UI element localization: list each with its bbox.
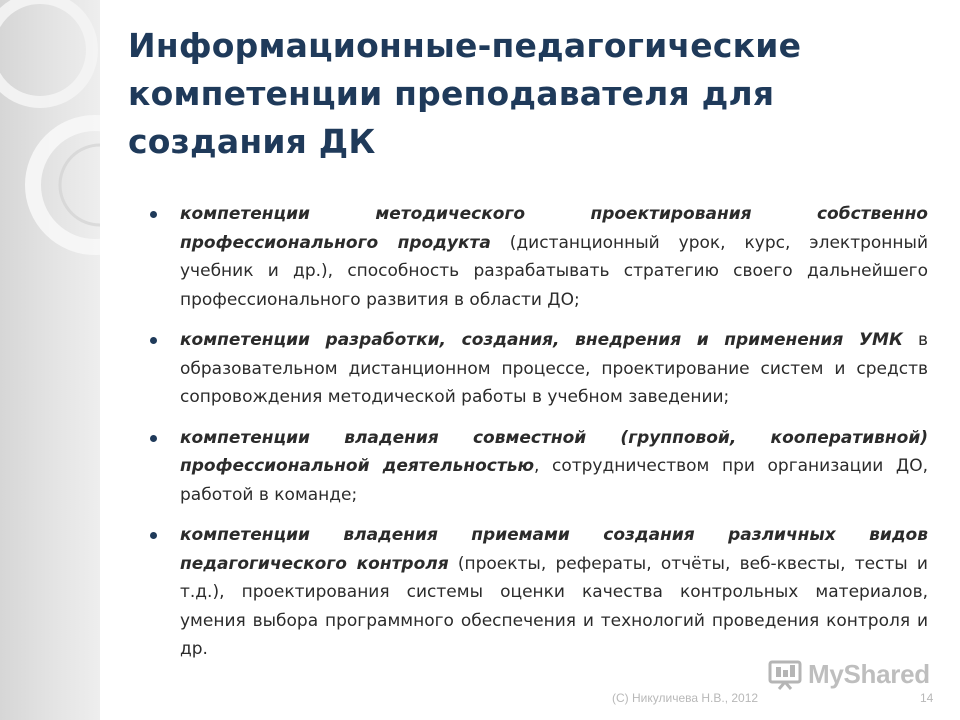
watermark — [768, 654, 930, 694]
decorative-rings — [0, 0, 100, 720]
competency-term: компетенции разработки, создания, внедрения и применения УМК — [180, 330, 903, 350]
slide-title — [128, 22, 908, 166]
slide-title-line: Информационные-педагогические — [128, 26, 802, 65]
competency-description: в образовательном дистанционном процессе, проектирование систем и средств сопровождения методической работы в учебном заведении; — [180, 330, 928, 407]
competency-term: компетенции владения совместной (групповой, кооперативной) профессиональной деятельностью — [180, 427, 928, 476]
list-item — [148, 521, 928, 664]
competency-description: (дистанционный урок, курс, электронный учебник и др.), способность разрабатывать стратегию своего дальнейшего профессионального развития в области ДО; — [180, 232, 928, 310]
footer-author: (С) Никуличева Н.В., 2012 — [612, 691, 759, 705]
competency-list — [148, 200, 928, 676]
page-number: 14 — [920, 691, 934, 705]
bullet-icon — [150, 435, 157, 442]
decorative-side-panel — [0, 0, 100, 720]
competency-description: , сотрудничеством при организации ДО, работой в команде; — [180, 456, 928, 505]
list-item — [148, 200, 928, 314]
bullet-icon — [150, 211, 157, 218]
competency-term: компетенции методического проектирования собственно профессионального продукта — [180, 204, 928, 253]
bullet-icon — [150, 532, 157, 539]
bullet-icon — [150, 337, 157, 344]
list-item — [148, 424, 928, 510]
competency-description: (проекты, рефераты, отчёты, веб-квесты, тесты и т.д.), проектирования системы оценки качества контрольных материалов, умения выбора программного обеспечения и технологий проведения контроля и др. — [180, 553, 928, 659]
presentation-board-icon — [768, 658, 802, 690]
list-item — [148, 326, 928, 412]
slide-title-line: создания ДК — [128, 122, 376, 161]
slide-title-line: компетенции преподавателя для — [128, 74, 775, 113]
competency-term: компетенции владения приемами создания различных видов педагогического контроля — [180, 525, 928, 574]
watermark-text: MyShared — [808, 658, 930, 689]
